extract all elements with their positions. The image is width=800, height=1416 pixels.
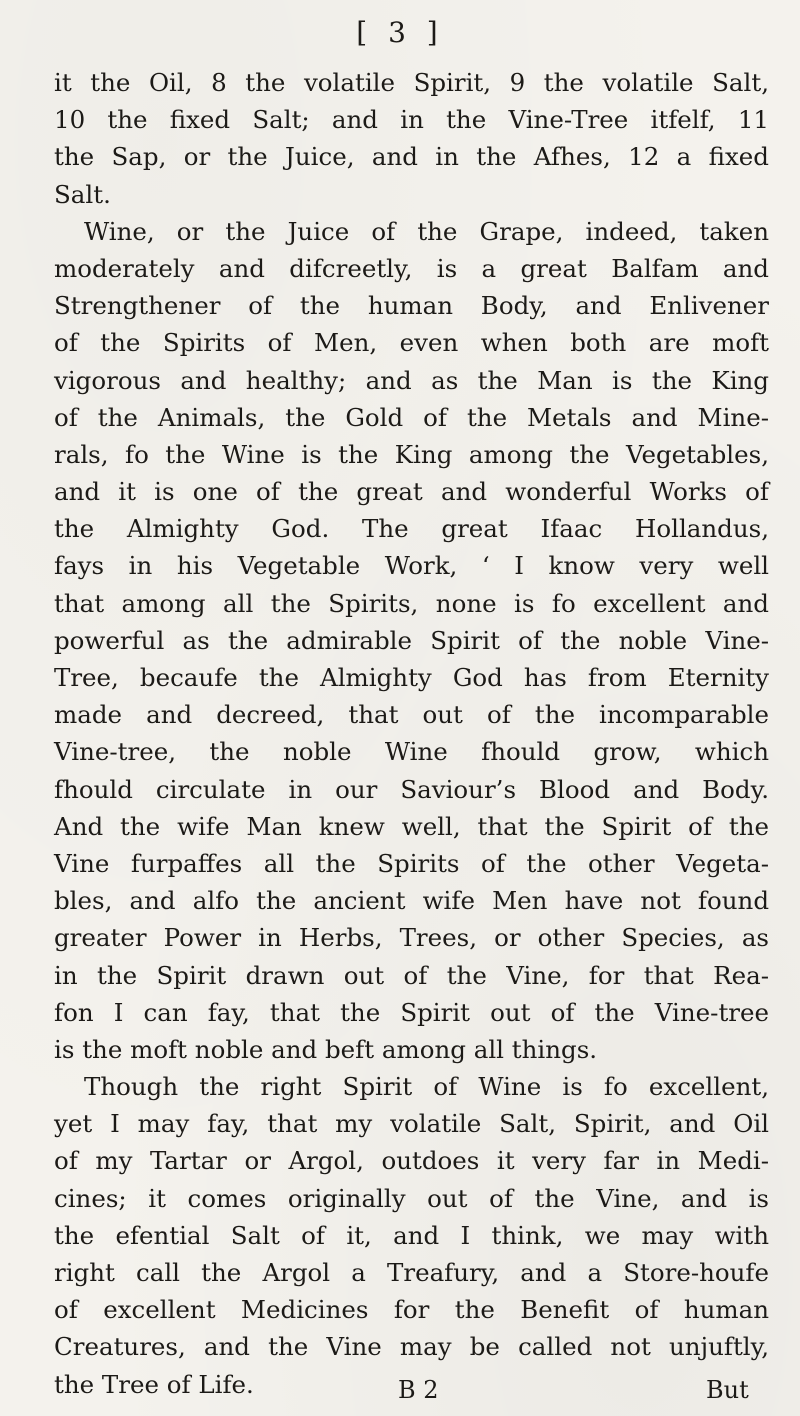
text-line: And the wife Man knew well, that the Spirit of the <box>54 811 769 841</box>
text-line: Salt. <box>54 179 111 209</box>
text-line: Though the right Spirit of Wine is fo excellent, <box>84 1072 769 1102</box>
text-line: is the moft noble and beft among all things. <box>54 1034 598 1064</box>
text-line: Wine, or the Juice of the Grape, indeed, taken <box>84 216 769 246</box>
text-line: the efential Salt of it, and I think, we may with <box>54 1220 769 1250</box>
text-line: made and decreed, that out of the incomparable <box>54 700 769 730</box>
text-line: 10 the fixed Salt; and in the Vine-Tree itfelf, 11 <box>54 105 769 135</box>
signature-mark: B 2 <box>398 1376 439 1404</box>
text-line: vigorous and healthy; and as the Man is the King <box>54 365 769 395</box>
text-line: bles, and alfo the ancient wife Men have not found <box>54 886 769 916</box>
text-line: of excellent Medicines for the Benefit of human <box>54 1295 769 1325</box>
text-line: and it is one of the great and wonderful Works of <box>54 477 769 507</box>
text-line: that among all the Spirits, none is fo excellent and <box>54 588 769 618</box>
text-line: yet I may fay, that my volatile Salt, Spirit, and Oil <box>54 1109 769 1139</box>
page-footer <box>0 1376 800 1412</box>
text-line: the Sap, or the Juice, and in the Afhes, 12 a fixed <box>54 142 769 172</box>
text-line: the Tree of Life. <box>54 1369 254 1399</box>
text-line: rals, fo the Wine is the King among the Vegetables, <box>54 439 769 469</box>
text-line: powerful as the admirable Spirit of the noble Vine- <box>54 625 769 655</box>
catchword: But <box>706 1376 749 1404</box>
text-line: moderately and difcreetly, is a great Balfam and <box>54 253 769 283</box>
text-line: Strengthener of the human Body, and Enlivener <box>54 291 769 321</box>
page-number-header: [ 3 ] <box>356 16 444 49</box>
text-line: Vine furpaffes all the Spirits of the other Vegeta- <box>54 848 769 878</box>
text-line: fon I can fay, that the Spirit out of the Vine-tree <box>54 997 769 1027</box>
body-text <box>54 64 769 1403</box>
text-line: Vine-tree, the noble Wine fhould grow, which <box>54 737 769 767</box>
text-line: right call the Argol a Treafury, and a Store-houfe <box>54 1258 769 1287</box>
text-line: of my Tartar or Argol, outdoes it very far in Medi- <box>54 1146 769 1176</box>
text-line: the Almighty God. The great Ifaac Hollandus, <box>54 514 769 544</box>
text-line: fhould circulate in our Saviour’s Blood and Body. <box>54 774 769 804</box>
text-line: cines; it comes originally out of the Vine, and is <box>54 1183 769 1213</box>
text-line: in the Spirit drawn out of the Vine, for that Rea- <box>54 960 769 990</box>
text-line: Tree, becaufe the Almighty God has from Eternity <box>54 663 769 692</box>
text-line: Creatures, and the Vine may be called not unjuftly, <box>54 1332 769 1362</box>
text-line: greater Power in Herbs, Trees, or other Species, as <box>54 923 769 953</box>
text-line: of the Spirits of Men, even when both are moft <box>54 328 769 358</box>
text-line: of the Animals, the Gold of the Metals and Mine- <box>54 402 769 432</box>
text-line: fays in his Vegetable Work, ‘ I know very well <box>54 551 769 581</box>
text-line: it the Oil, 8 the volatile Spirit, 9 the volatile Salt, <box>54 68 769 97</box>
